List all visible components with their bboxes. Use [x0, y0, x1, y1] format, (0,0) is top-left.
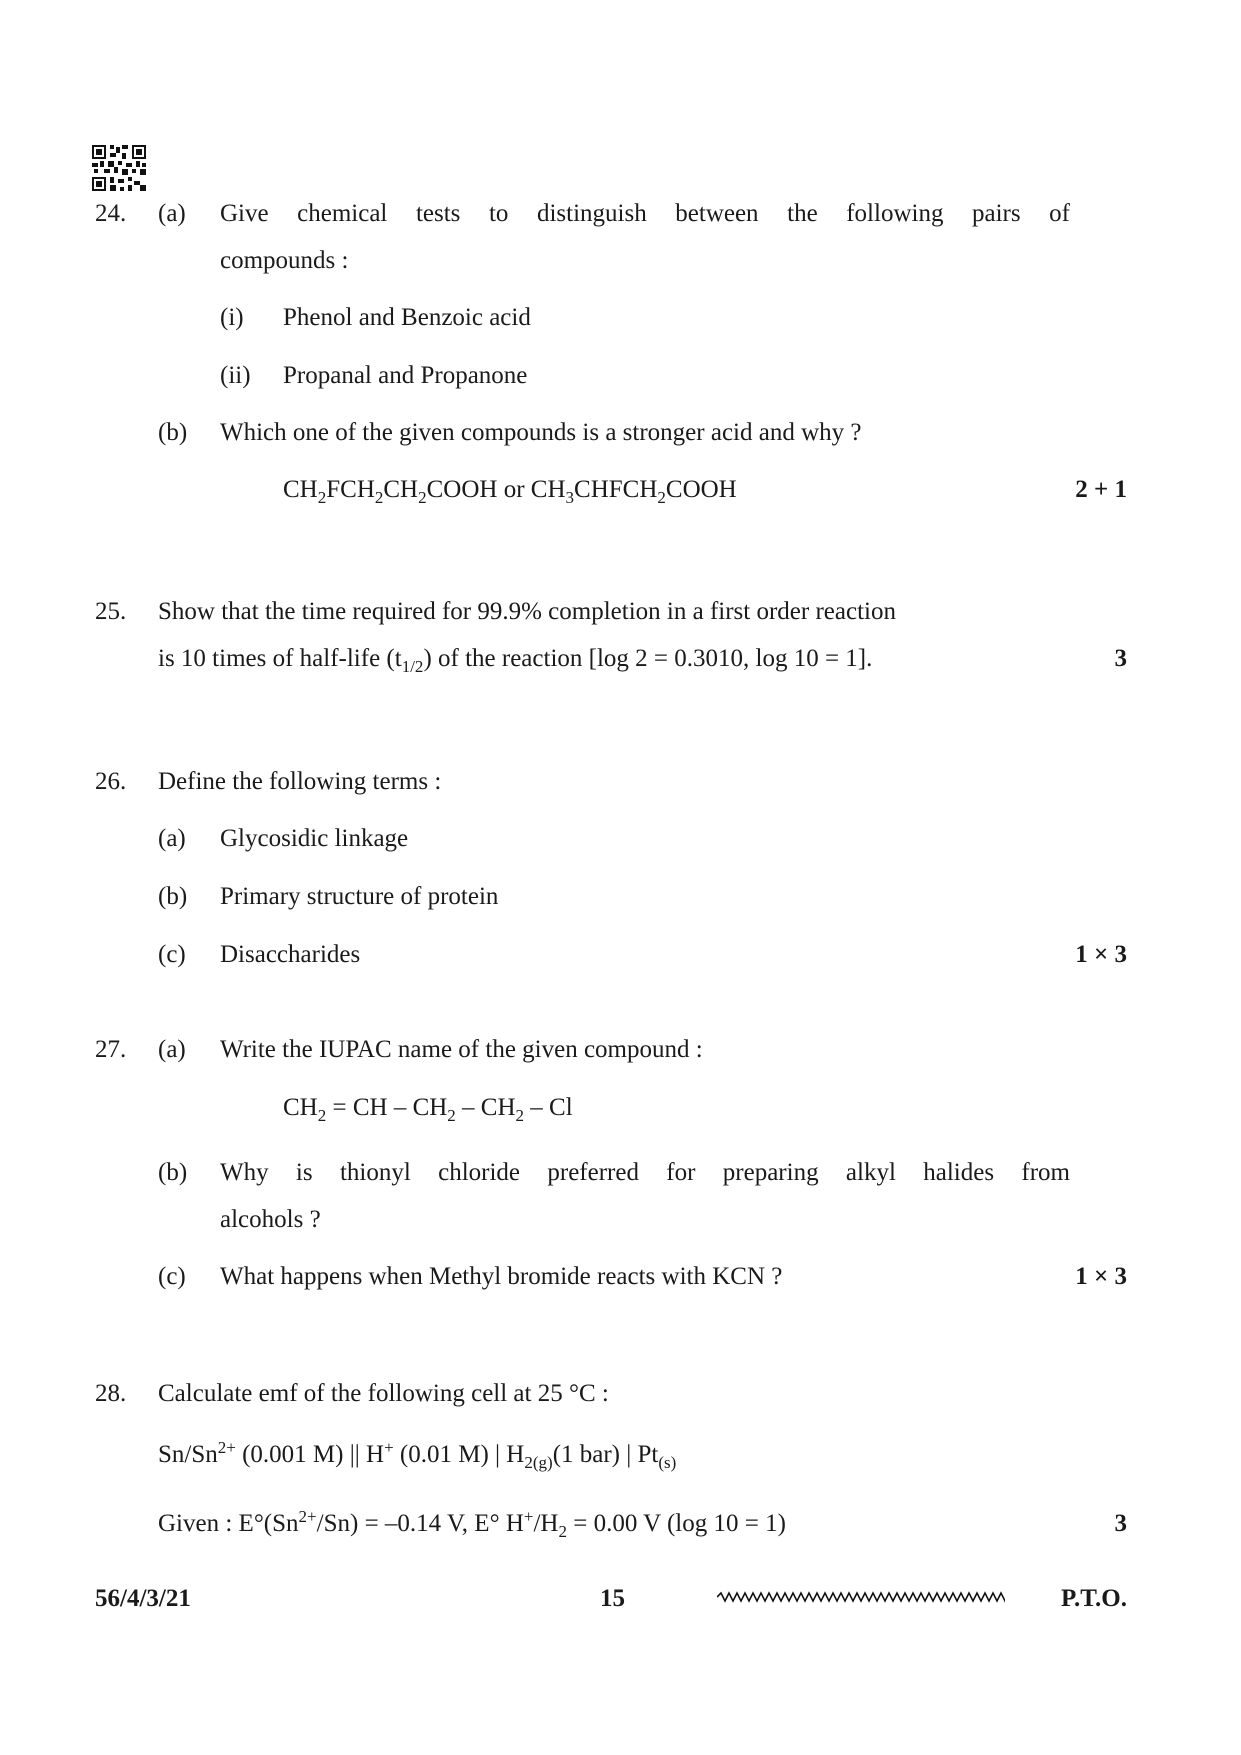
pto-label: P.T.O. — [1061, 1585, 1127, 1612]
q28-given: Given : $E^\circ(Sn^{2+}/Sn) = -0.14$ V, E° $H^+/H_2 = 0.00$ V (log 10 = 1) — [158, 1507, 786, 1541]
q27-c-label: (c) — [158, 1263, 186, 1290]
q25-marks: 3 — [1114, 645, 1127, 672]
q26-marks: 1 × 3 — [1075, 941, 1127, 968]
page-number: 15 — [600, 1585, 625, 1612]
q24-i-text: Phenol and Benzoic acid — [283, 304, 531, 331]
q27-b-text-line2: alcohols ? — [220, 1206, 321, 1233]
q24-a-text-line2: compounds : — [220, 247, 349, 274]
q24-formulas — [283, 476, 737, 507]
formula-2: $CH_3CHFCH_2COOH$ — [530, 476, 737, 507]
wavy-divider-icon — [717, 1591, 1005, 1603]
q26-b-text: Primary structure of protein — [220, 883, 499, 910]
q28-cell: $Sn/Sn^{2+}$ (0.001 M) || H+ (0.01 M) | $H_{2(g)}(1$ bar) | $Pt_{(s)}$ — [158, 1438, 677, 1472]
q26-a-text: Glycosidic linkage — [220, 825, 409, 852]
q24-ii-label: (ii) — [220, 362, 251, 389]
q25-line1: Show that the time required for 99.9% completion in a first order reaction — [158, 598, 896, 625]
q27-a-label: (a) — [158, 1036, 186, 1063]
q28-number: 28. — [95, 1380, 127, 1407]
q24-b-label: (b) — [158, 419, 188, 446]
q26-a-label: (a) — [158, 825, 186, 852]
q26-c-label: (c) — [158, 941, 186, 968]
q27-formula: $CH_2$ = CH – $CH_2 - CH_2$ – Cl — [283, 1094, 573, 1125]
q24-b-text: Which one of the given compounds is a stronger acid and why ? — [220, 419, 862, 446]
q27-b-text-line1: Why is thionyl chloride preferred for preparing alkyl halides from — [220, 1159, 1070, 1186]
q24-number: 24. — [95, 200, 127, 227]
paper-code: 56/4/3/21 — [95, 1585, 191, 1612]
q24-marks: 2 + 1 — [1075, 476, 1127, 503]
q24-i-label: (i) — [220, 304, 244, 331]
q24-a-label: (a) — [158, 200, 186, 227]
q27-number: 27. — [95, 1036, 127, 1063]
q27-b-label: (b) — [158, 1159, 188, 1186]
q25-line2: is 10 times of half-life $(t_{1/2})$ of the reaction [log 2 = 0.3010, log 10 = 1]. — [158, 645, 873, 676]
q27-a-text: Write the IUPAC name of the given compound : — [220, 1036, 703, 1063]
q27-c-text: What happens when Methyl bromide reacts with KCN ? — [220, 1263, 783, 1290]
q26-b-label: (b) — [158, 883, 188, 910]
q26-c-text: Disaccharides — [220, 941, 361, 968]
formula-1: $CH_2FCH_2CH_2COOH$ — [283, 476, 498, 507]
q26-number: 26. — [95, 768, 127, 795]
qr-code-icon — [92, 145, 146, 191]
formula-or: or — [503, 476, 525, 503]
q24-a-text-line1: Give chemical tests to distinguish between the following pairs of — [220, 200, 1070, 227]
q28-marks: 3 — [1114, 1510, 1127, 1537]
q25-number: 25. — [95, 598, 127, 625]
q26-intro: Define the following terms : — [158, 768, 442, 795]
q24-ii-text: Propanal and Propanone — [283, 362, 528, 389]
q28-intro: Calculate emf of the following cell at 25 °C : — [158, 1380, 609, 1407]
q27-marks: 1 × 3 — [1075, 1263, 1127, 1290]
